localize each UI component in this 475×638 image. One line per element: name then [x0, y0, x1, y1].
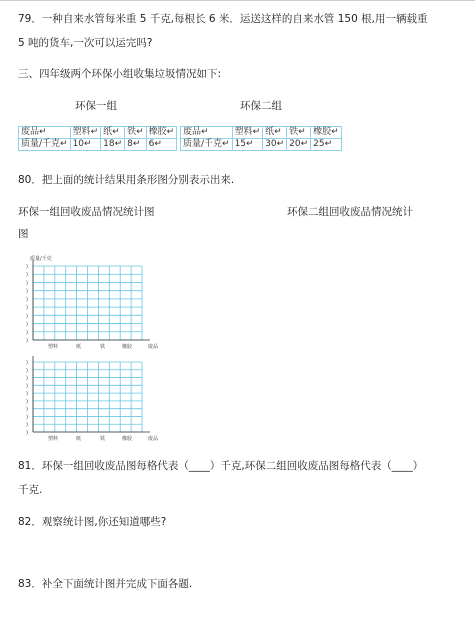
table-cell: 塑料↵	[70, 127, 101, 139]
table-cell: 质量/千克↵	[181, 139, 233, 151]
section-3-heading: 三、四年级两个环保小组收集垃圾情况如下:	[18, 68, 222, 80]
top-chart-category-label: 塑料	[48, 344, 59, 350]
table-cell: 6↵	[146, 139, 177, 151]
bottom-chart-grid	[26, 356, 150, 436]
table-cell: 铁↵	[287, 127, 311, 139]
table-cell: 废品↵	[19, 127, 71, 139]
question-79-line-2: 5 吨的货车,一次可以运完吗?	[18, 37, 153, 49]
question-81-line-2: 千克.	[18, 484, 43, 496]
table-cell: 8↵	[125, 139, 147, 151]
bottom-chart-category-label: 塑料	[48, 436, 59, 442]
table-cell: 废品↵	[181, 127, 233, 139]
y-tick-placeholder: )	[26, 338, 28, 344]
bottom-chart-x-axis-label: 废品	[148, 436, 159, 442]
question-81-line-1: 81．环保一组回收废品图每格代表（____）千克,环保二组回收废品图每格代表（____）	[18, 460, 424, 472]
y-tick-placeholder: )	[26, 264, 28, 270]
y-tick-placeholder: )	[26, 296, 28, 303]
chart-2-title: 环保二组回收废品情况统计	[287, 206, 413, 218]
y-tick-placeholder: )	[26, 360, 28, 366]
top-chart-category-label: 铁	[100, 344, 106, 350]
top-chart-y-axis-label: 质量/千克	[30, 256, 52, 262]
bottom-chart-category-label: 橡胶	[122, 436, 133, 442]
top-chart-category-label: 纸	[76, 344, 82, 350]
table-cell: 塑料↵	[232, 127, 263, 139]
table-cell: 18↵	[101, 139, 125, 151]
table-cell: 30↵	[263, 139, 287, 151]
table-cell: 铁↵	[125, 127, 147, 139]
table-cell: 20↵	[287, 139, 311, 151]
top-chart-grid	[26, 260, 150, 344]
y-tick-placeholder: )	[26, 406, 28, 413]
y-tick-placeholder: )	[26, 391, 28, 398]
y-tick-placeholder: )	[26, 430, 28, 436]
table-cell: 25↵	[311, 139, 342, 151]
y-tick-placeholder: )	[26, 321, 28, 328]
chart-1-title-continued: 图	[18, 228, 29, 240]
y-tick-placeholder: )	[26, 414, 28, 421]
group-2-title: 环保二组	[240, 100, 282, 112]
group-1-title: 环保一组	[75, 100, 117, 112]
y-tick-placeholder: )	[26, 305, 28, 312]
y-tick-placeholder: )	[26, 313, 28, 320]
table-cell: 15↵	[232, 139, 263, 151]
question-82: 82．观察统计图,你还知道哪些?	[18, 516, 167, 528]
table-cell: 纸↵	[101, 127, 125, 139]
chart-1-title: 环保一组回收废品情况统计图	[18, 206, 155, 218]
y-tick-placeholder: )	[26, 329, 28, 336]
table-cell: 纸↵	[263, 127, 287, 139]
table-cell: 10↵	[70, 139, 101, 151]
bottom-chart-category-label: 铁	[100, 436, 106, 442]
table-cell: 质量/千克↵	[19, 139, 71, 151]
top-chart-x-axis-label: 废品	[148, 344, 159, 350]
y-tick-placeholder: )	[26, 422, 28, 429]
table-cell: 橡胶↵	[311, 127, 342, 139]
y-tick-placeholder: )	[26, 367, 28, 374]
question-79-line-1: 79．一种自来水管每米重 5 千克,每根长 6 米．运送这样的自来水管 150 根,用一辆载重	[18, 13, 428, 25]
y-tick-placeholder: )	[26, 375, 28, 382]
question-83: 83．补全下面统计图并完成下面各题.	[18, 578, 193, 590]
table-cell: 橡胶↵	[146, 127, 177, 139]
top-chart-category-label: 橡胶	[122, 344, 133, 350]
y-tick-placeholder: )	[26, 288, 28, 295]
y-tick-placeholder: )	[26, 383, 28, 390]
y-tick-placeholder: )	[26, 272, 28, 279]
y-tick-placeholder: )	[26, 280, 28, 287]
bottom-chart-category-label: 纸	[76, 436, 82, 442]
y-tick-placeholder: )	[26, 398, 28, 405]
question-80: 80．把上面的统计结果用条形图分别表示出来.	[18, 174, 235, 186]
